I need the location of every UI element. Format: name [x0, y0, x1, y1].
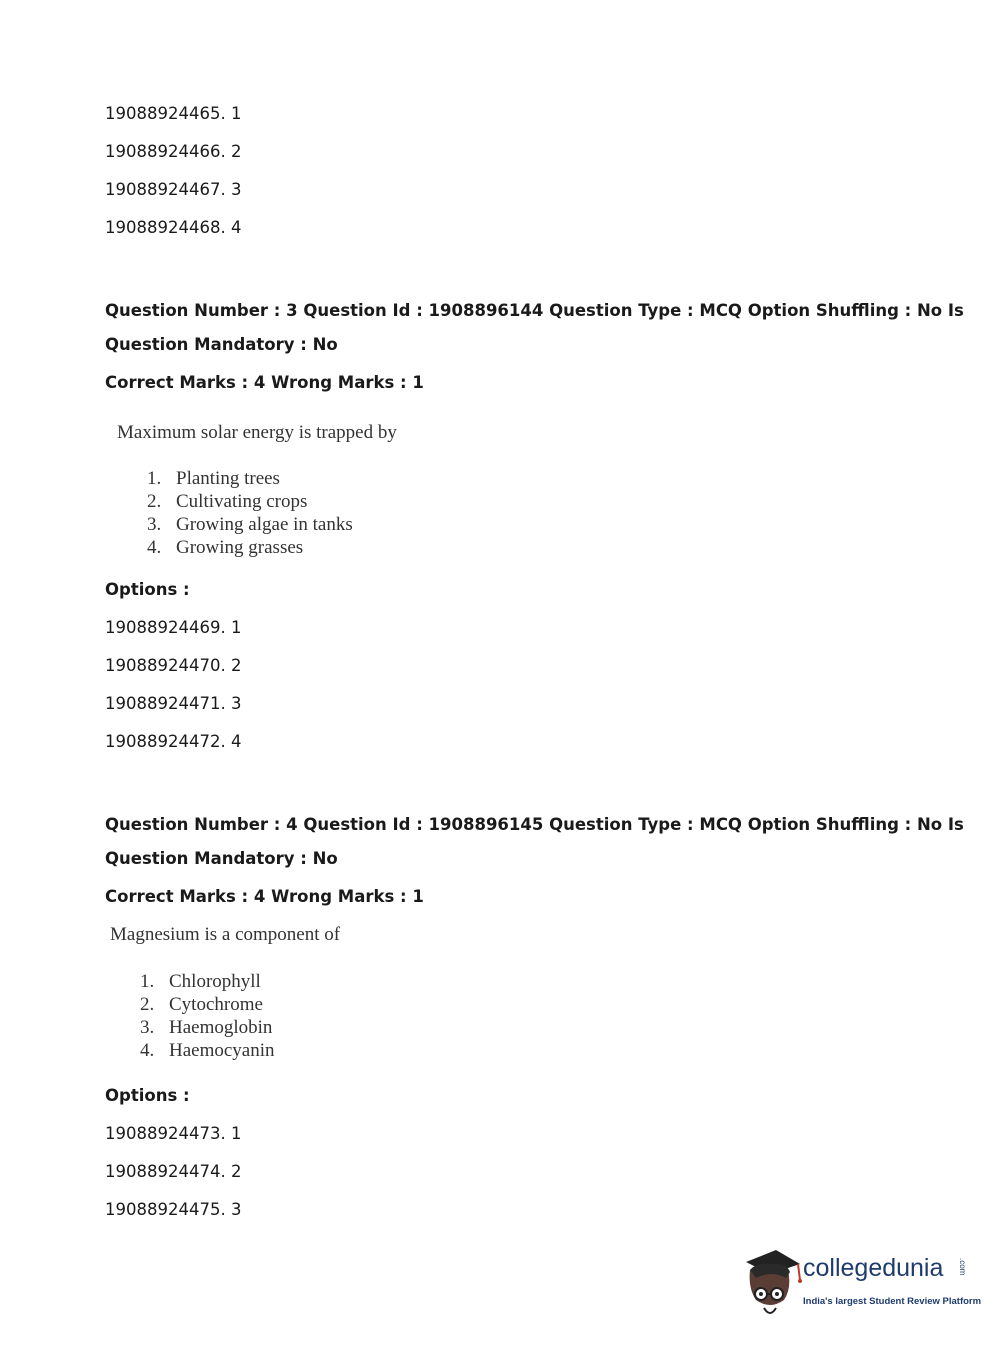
q4-choice: 4. Haemocyanin — [140, 1040, 275, 1061]
logo-wordmark: collegedunia — [803, 1254, 944, 1282]
option-line: 19088924470. 2 — [105, 656, 242, 675]
q4-header-line2: Question Mandatory : No — [105, 849, 338, 868]
q3-options-label: Options : — [105, 580, 190, 599]
option-line: 19088924472. 4 — [105, 732, 242, 751]
q3-choice-list — [147, 467, 353, 559]
q3-header-line1: Question Number : 3 Question Id : 1908896144 Question Type : MCQ Option Shuffling : No Is — [105, 301, 964, 320]
logo-tagline: India's largest Student Review Platform — [803, 1296, 982, 1307]
option-line: 19088924465. 1 — [105, 104, 242, 123]
mascot-icon — [742, 1248, 802, 1320]
q4-options-label: Options : — [105, 1086, 190, 1105]
option-line: 19088924475. 3 — [105, 1200, 242, 1219]
option-line: 19088924471. 3 — [105, 694, 242, 713]
q4-marks: Correct Marks : 4 Wrong Marks : 1 — [105, 887, 424, 906]
q3-header-line2: Question Mandatory : No — [105, 335, 338, 354]
collegedunia-logo — [742, 1248, 982, 1320]
option-line: 19088924469. 1 — [105, 618, 242, 637]
q3-choice: 1. Planting trees — [147, 468, 280, 489]
option-line: 19088924466. 2 — [105, 142, 242, 161]
option-line: 19088924468. 4 — [105, 218, 242, 237]
q3-choice: 2. Cultivating crops — [147, 491, 308, 512]
logo-suffix: .com — [958, 1258, 967, 1276]
q3-choice: 3. Growing algae in tanks — [147, 514, 353, 535]
q3-choice: 4. Growing grasses — [147, 537, 304, 558]
option-line: 19088924473. 1 — [105, 1124, 242, 1143]
q4-choice-list — [140, 970, 275, 1062]
q4-choice: 3. Haemoglobin — [140, 1017, 273, 1038]
option-line: 19088924474. 2 — [105, 1162, 242, 1181]
q4-header-line1: Question Number : 4 Question Id : 1908896145 Question Type : MCQ Option Shuffling : No Is — [105, 815, 964, 834]
option-line: 19088924467. 3 — [105, 180, 242, 199]
q4-choice: 2. Cytochrome — [140, 994, 263, 1015]
q3-question-text: Maximum solar energy is trapped by — [117, 422, 397, 443]
q3-marks: Correct Marks : 4 Wrong Marks : 1 — [105, 373, 424, 392]
q4-question-text: Magnesium is a component of — [110, 924, 341, 945]
q4-choice: 1. Chlorophyll — [140, 971, 261, 992]
